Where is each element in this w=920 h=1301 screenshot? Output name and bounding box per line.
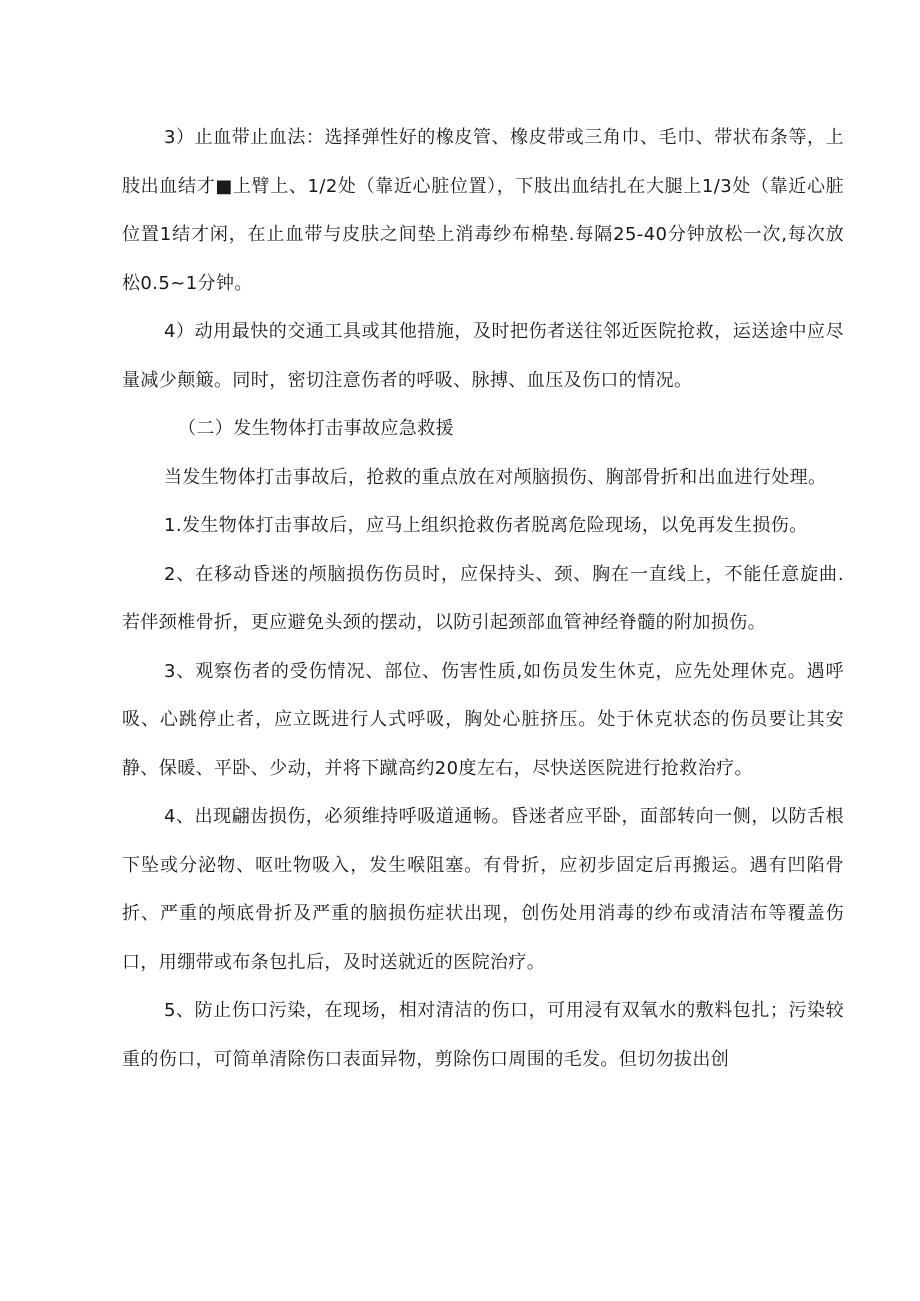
paragraph-intro: 当发生物体打击事故后，抢救的重点放在对颅脑损伤、胸部骨折和出血进行处理。 — [164, 466, 827, 488]
paragraph-tourniquet: 3）止血带止血法：选择弹性好的橡皮管、橡皮带或三角巾、毛巾、带状布条等，上肢出血结才■上臂上、1/2处（靠近心脏位置），下肢出血结扎在大腿上1/3处（靠近心脏位置1结才闲，在止血带与皮肤之间垫上消毒纱布棉垫.每隔25-40分钟放松一次,每次放松0.5~1分钟。 — [122, 127, 844, 294]
paragraph-step-1: 1.发生物体打击事故后，应马上组织抢救伤者脱离危险现场，以免再发生损伤。 — [164, 515, 808, 536]
paragraph-step-5: 5、防止伤口污染，在现场，相对清洁的伤口，可用浸有双氧水的敷料包扎；污染较重的伤口，可简单清除伤口表面异物，剪除伤口周围的毛发。但切勿拔出创 — [122, 1000, 844, 1070]
paragraph-step-4: 4、出现翩齿损伤，必须维持呼吸道通畅。昏迷者应平卧，面部转向一侧，以防舌根下坠或分泌物、呕吐物吸入，发生喉阻塞。有骨折，应初步固定后再搬运。遇有凹陷骨折、严重的颅底骨折及严重的脑损伤症状出现，创伤处用消毒的纱布或清洁布等覆盖伤口，用绷带或布条包扎后，及时送就近的医院治疗。 — [122, 806, 844, 973]
document-body — [122, 114, 844, 1084]
paragraph-step-3: 3、观察伤者的受伤情况、部位、伤害性质,如伤员发生休克，应先处理休克。遇呼吸、心跳停止者，应立既进行人式呼吸，胸处心脏挤压。处于休克状态的伤员要让其安静、保暖、平卧、少动，并将下蹴高约20度左右，尽快送医院进行抢救治疗。 — [122, 660, 844, 779]
paragraph-transport: 4）动用最快的交通工具或其他措施，及时把伤者送往邻近医院抢救，运送途中应尽量减少颠簸。同时，密切注意伤者的呼吸、脉搏、血压及伤口的情况。 — [122, 321, 844, 391]
section-heading: （二）发生物体打击事故应急救援 — [178, 418, 454, 439]
paragraph-step-2: 2、在移动昏迷的颅脑损伤伤员时，应保持头、颈、胸在一直线上，不能任意旋曲.若伴颈椎骨折，更应避免头颈的摆动，以防引起颈部血管神经脊髓的附加损伤。 — [122, 563, 844, 633]
